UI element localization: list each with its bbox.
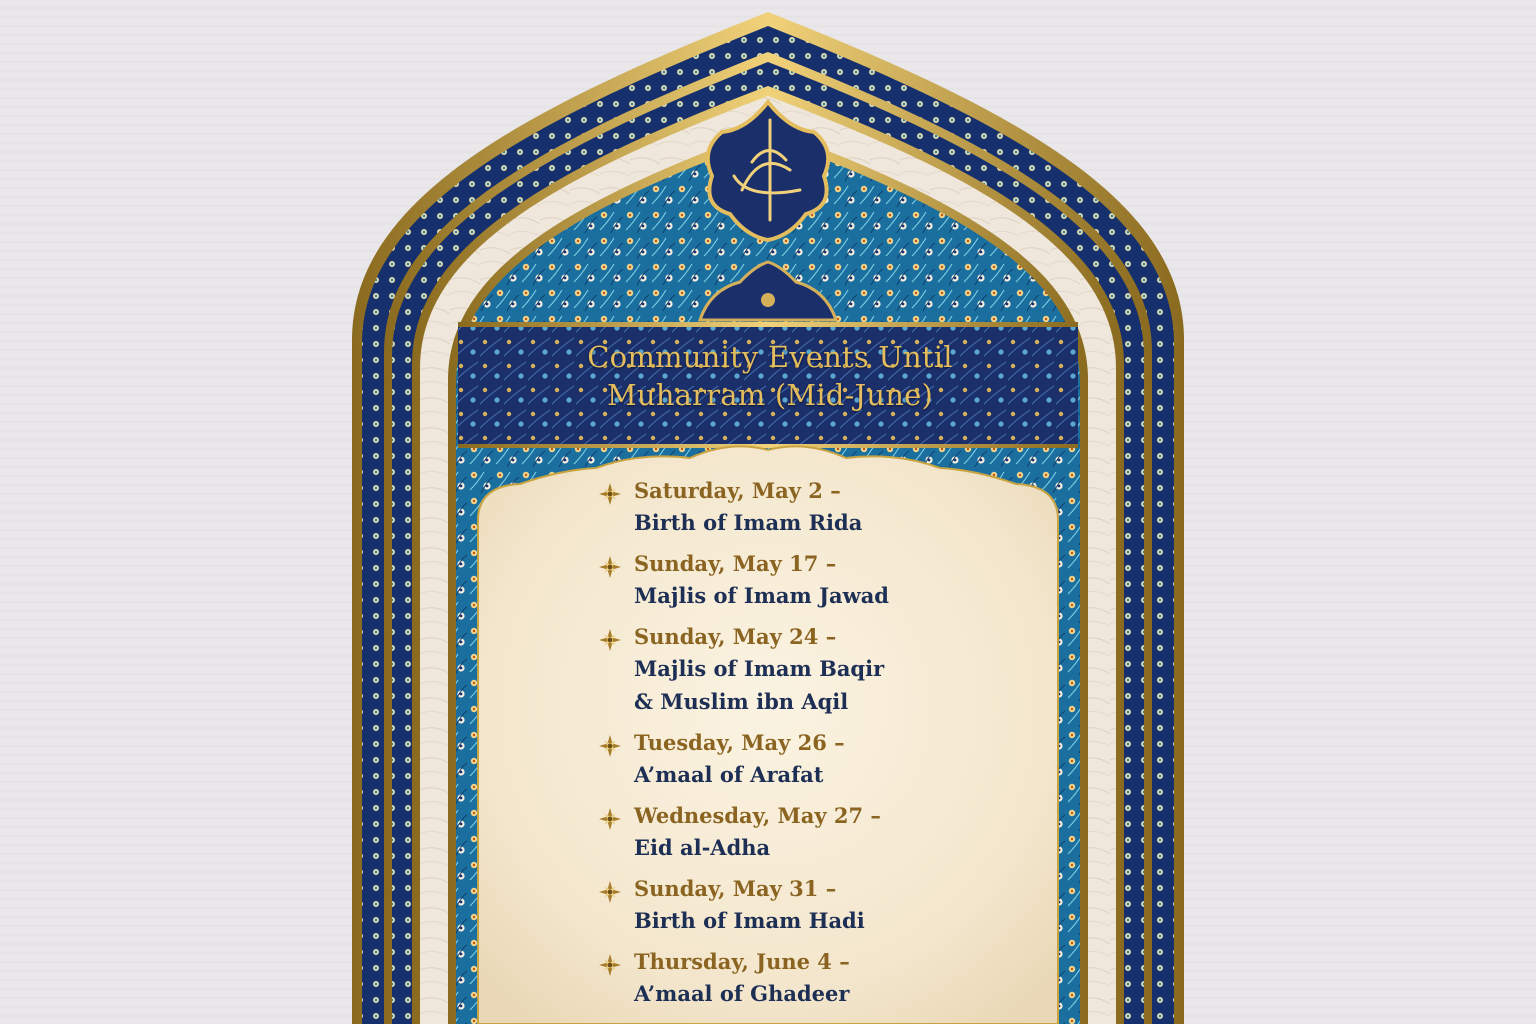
event-name: A’maal of Arafat [634,762,824,787]
event-name: Birth of Imam Hadi [634,908,865,933]
event-name: Majlis of Imam Jawad [634,583,889,608]
eight-point-star-icon [598,734,622,758]
events-list [598,476,1018,1020]
title-line-1: Community Events Until [587,340,953,374]
event-name: Eid al-Adha [634,835,771,860]
poster-title [470,338,1070,414]
eight-point-star-icon [598,880,622,904]
event-name: & Muslim ibn Aqil [634,689,849,714]
event-date: Thursday, June 4 – [634,949,850,974]
eight-point-star-icon [598,628,622,652]
event-date: Saturday, May 2 – [634,478,841,503]
event-name: Majlis of Imam Baqir [634,656,885,681]
event-date: Tuesday, May 26 – [634,730,845,755]
title-line-2: Muharram (Mid-June) [607,378,933,412]
event-name: A’maal of Ghadeer [634,981,850,1006]
event-item [598,622,1018,718]
eight-point-star-icon [598,953,622,977]
eight-point-star-icon [598,482,622,506]
event-date: Sunday, May 24 – [634,624,837,649]
event-date: Wednesday, May 27 – [634,803,881,828]
event-date: Sunday, May 31 – [634,876,837,901]
eight-point-star-icon [598,555,622,579]
event-name: Birth of Imam Rida [634,510,863,535]
event-item [598,549,1018,612]
event-item [598,947,1018,1010]
event-item [598,728,1018,791]
eight-point-star-icon [598,807,622,831]
event-item [598,801,1018,864]
event-item [598,874,1018,937]
event-date: Sunday, May 17 – [634,551,837,576]
event-item [598,476,1018,539]
